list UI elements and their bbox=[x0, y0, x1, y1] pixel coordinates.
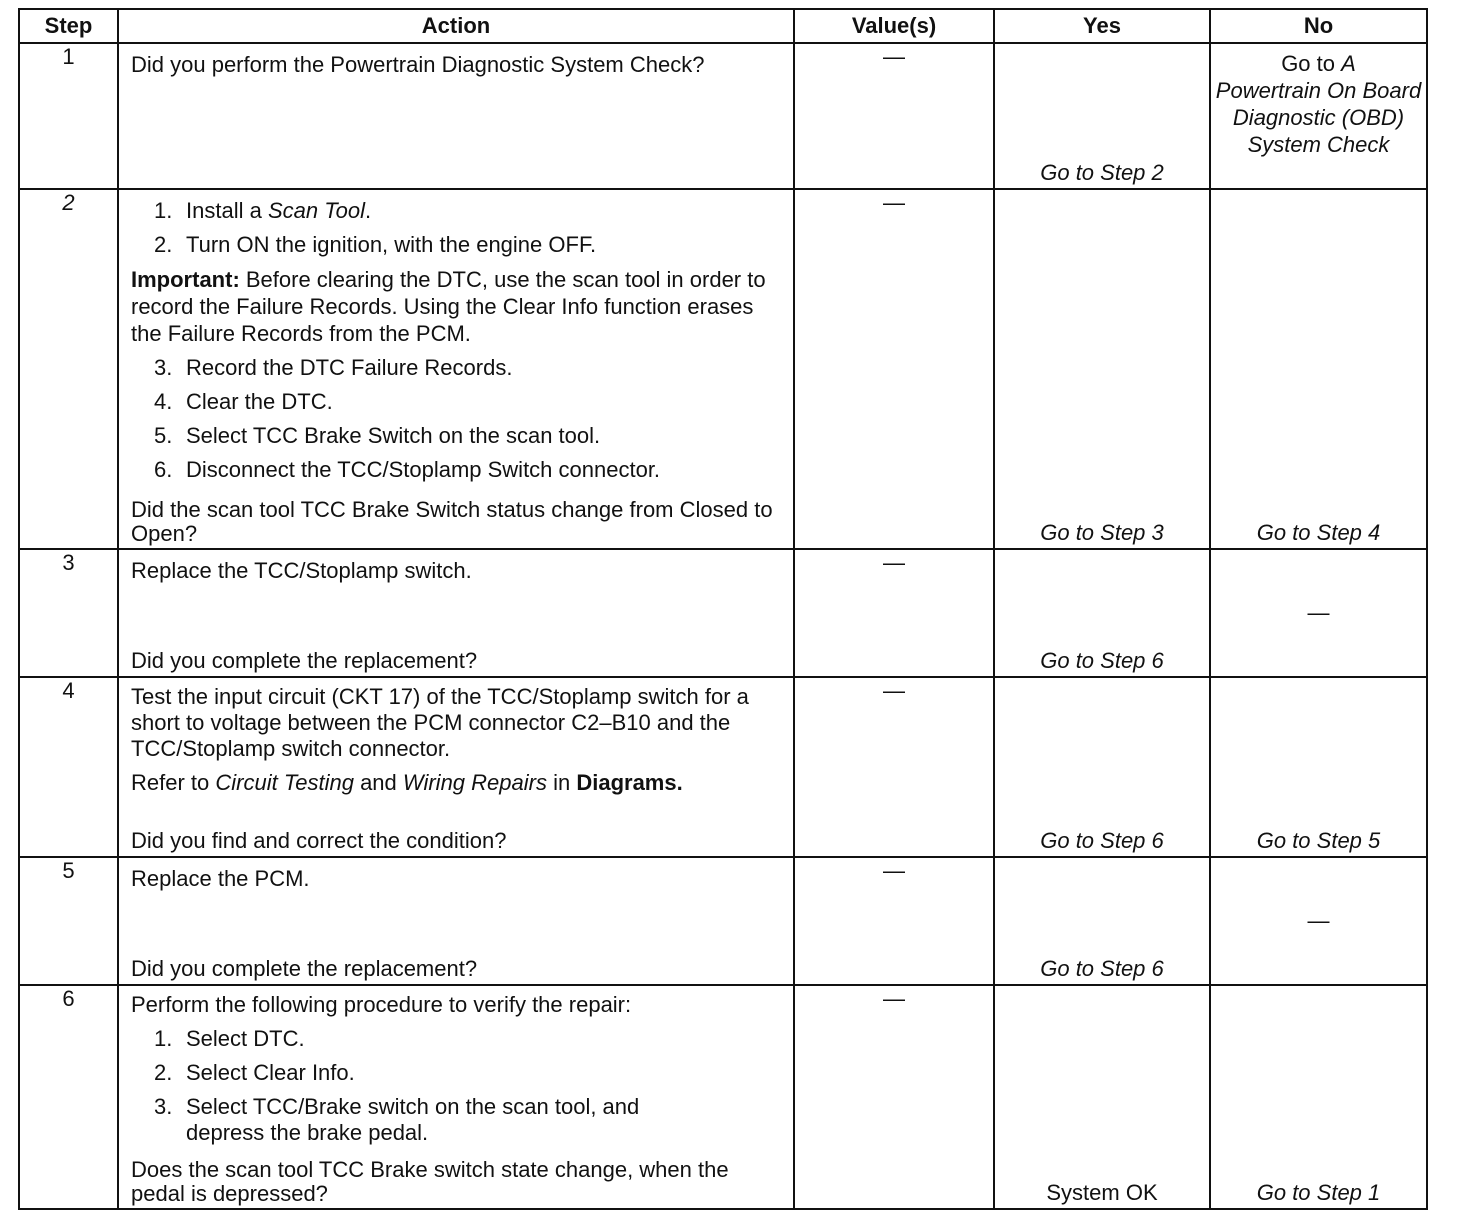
step-number: 2 bbox=[19, 189, 118, 549]
action-question: Did you complete the replacement? bbox=[131, 956, 478, 981]
header-row bbox=[19, 9, 1427, 43]
action-text: Replace the TCC/Stoplamp switch. bbox=[131, 558, 472, 583]
action-cell bbox=[118, 43, 794, 189]
no-value: — bbox=[1307, 908, 1330, 933]
action-question: Did you perform the Powertrain Diagnostic System Check? bbox=[131, 52, 705, 77]
no-cell bbox=[1210, 677, 1427, 857]
list-item: 3. Select TCC/Brake switch on the scan tool, and depress the brake pedal. bbox=[154, 1094, 640, 1145]
list-item: 1. Install a Scan Tool. bbox=[154, 198, 372, 223]
step-number: 1 bbox=[19, 43, 118, 189]
no-link[interactable]: Go to Step 1 bbox=[1256, 1180, 1381, 1205]
value-cell: — bbox=[794, 549, 994, 677]
action-cell bbox=[118, 857, 794, 985]
no-value: — bbox=[1307, 600, 1330, 625]
no-cell bbox=[1210, 549, 1427, 677]
no-cell bbox=[1210, 985, 1427, 1209]
no-cell bbox=[1210, 857, 1427, 985]
yes-link[interactable]: Go to Step 6 bbox=[1040, 828, 1164, 853]
header-yes: Yes bbox=[994, 9, 1210, 43]
yes-cell bbox=[994, 857, 1210, 985]
table-row bbox=[19, 43, 1427, 189]
value-cell: — bbox=[794, 189, 994, 549]
action-cell bbox=[118, 189, 794, 549]
diagnostic-table bbox=[18, 8, 1428, 1210]
action-question: Did you find and correct the condition? bbox=[131, 828, 507, 853]
action-cell bbox=[118, 985, 794, 1209]
action-text: Replace the PCM. bbox=[131, 866, 310, 891]
action-question: Does the scan tool TCC Brake switch state change, when the pedal is depressed? bbox=[131, 1157, 729, 1206]
no-cell bbox=[1210, 189, 1427, 549]
procedure-list bbox=[131, 355, 781, 483]
action-question: Did the scan tool TCC Brake Switch status change from Closed to Open? bbox=[131, 497, 773, 546]
no-link-rest: Powertrain On Board Diagnostic (OBD) System Check bbox=[1215, 78, 1422, 157]
header-values: Value(s) bbox=[794, 9, 994, 43]
yes-link[interactable]: Go to Step 6 bbox=[1040, 956, 1164, 981]
value-cell: — bbox=[794, 677, 994, 857]
yes-cell bbox=[994, 549, 1210, 677]
no-link[interactable] bbox=[1211, 50, 1426, 158]
no-cell bbox=[1210, 43, 1427, 189]
yes-cell bbox=[994, 677, 1210, 857]
table-row bbox=[19, 549, 1427, 677]
value-cell: — bbox=[794, 43, 994, 189]
yes-link[interactable]: Go to Step 3 bbox=[1040, 520, 1164, 545]
header-action: Action bbox=[118, 9, 794, 43]
action-cell bbox=[118, 677, 794, 857]
no-link[interactable]: Go to Step 5 bbox=[1256, 828, 1381, 853]
step-number: 5 bbox=[19, 857, 118, 985]
yes-link[interactable]: Go to Step 6 bbox=[1040, 648, 1164, 673]
procedure-list bbox=[131, 198, 781, 258]
step-number: 3 bbox=[19, 549, 118, 677]
yes-cell bbox=[994, 43, 1210, 189]
yes-cell bbox=[994, 985, 1210, 1209]
list-item: 4. Clear the DTC. bbox=[154, 389, 333, 414]
list-item: 6. Disconnect the TCC/Stoplamp Switch connector. bbox=[154, 457, 661, 482]
table-row bbox=[19, 677, 1427, 857]
refer-note: Refer to Circuit Testing and Wiring Repairs in Diagrams. bbox=[131, 770, 683, 795]
list-item: 3. Record the DTC Failure Records. bbox=[154, 355, 513, 380]
list-item: 2. Turn ON the ignition, with the engine OFF. bbox=[154, 232, 597, 257]
table-row bbox=[19, 189, 1427, 549]
action-text: Perform the following procedure to verify the repair: bbox=[131, 992, 632, 1017]
action-question: Did you complete the replacement? bbox=[131, 648, 478, 673]
procedure-list bbox=[131, 1026, 781, 1146]
step-number: 4 bbox=[19, 677, 118, 857]
action-text: Test the input circuit (CKT 17) of the TCC/Stoplamp switch for a short to voltage between the PCM connector C2–B10 and the TCC/Stoplamp switch connector. bbox=[131, 684, 749, 761]
yes-result[interactable]: System OK bbox=[1046, 1180, 1158, 1205]
no-link-em: A bbox=[1341, 51, 1356, 76]
header-no: No bbox=[1210, 9, 1427, 43]
header-step: Step bbox=[19, 9, 118, 43]
value-cell: — bbox=[794, 857, 994, 985]
yes-link[interactable]: Go to Step 2 bbox=[1040, 160, 1164, 185]
yes-cell bbox=[994, 189, 1210, 549]
list-item: 2. Select Clear Info. bbox=[154, 1060, 355, 1085]
action-cell bbox=[118, 549, 794, 677]
no-link-prefix: Go to bbox=[1281, 51, 1342, 76]
list-item: 5. Select TCC Brake Switch on the scan tool. bbox=[154, 423, 601, 448]
no-link[interactable]: Go to Step 4 bbox=[1256, 520, 1381, 545]
table-row bbox=[19, 985, 1427, 1209]
important-note: Important: Before clearing the DTC, use the scan tool in order to record the Failure Records. Using the Clear Info function erases the Failure Records from the PCM. bbox=[131, 267, 766, 346]
value-cell: — bbox=[794, 985, 994, 1209]
table-row bbox=[19, 857, 1427, 985]
step-number: 6 bbox=[19, 985, 118, 1209]
list-item: 1. Select DTC. bbox=[154, 1026, 305, 1051]
